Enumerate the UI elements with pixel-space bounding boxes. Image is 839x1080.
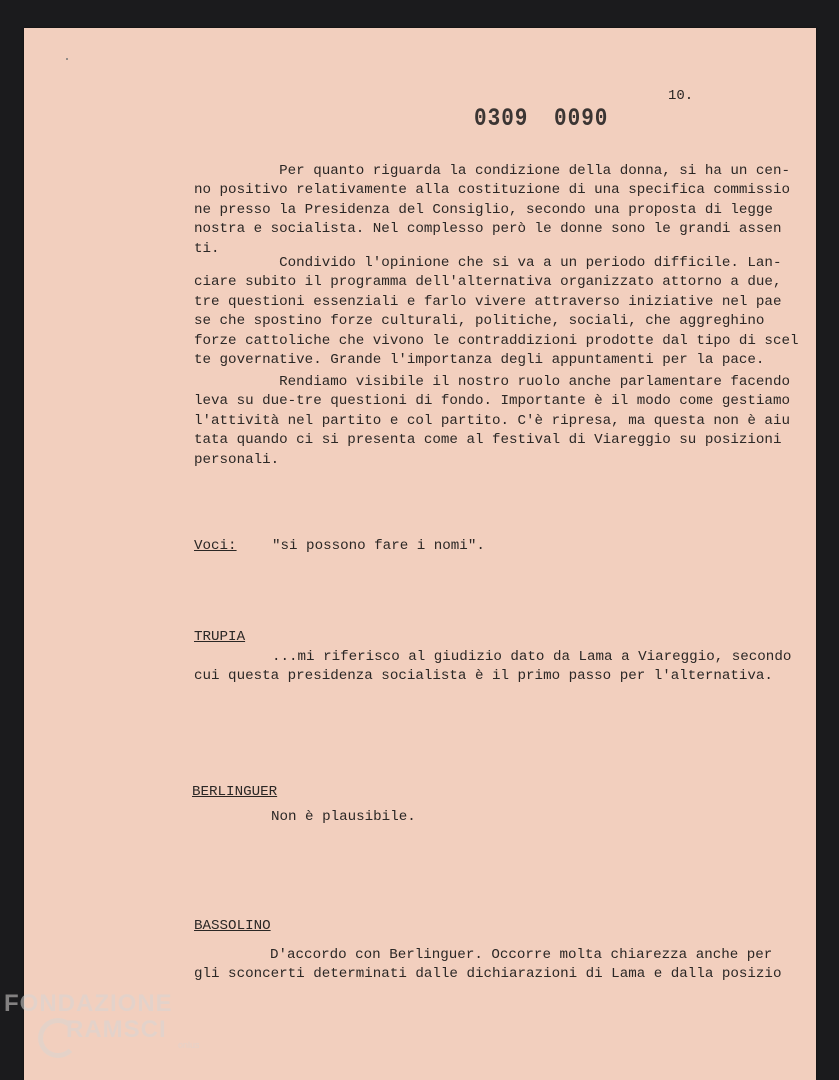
archive-stamp-right: 0090 — [554, 105, 609, 134]
archive-stamp-left: 0309 — [474, 105, 529, 134]
watermark-line1: FONDAZIONE — [4, 990, 173, 1017]
speaker-trupia: TRUPIA — [194, 629, 246, 645]
reply-trupia: ...mi riferisco al giudizio dato da Lama a Viareggio, secondo cui questa presidenza socialista è il primo passo per l'alternativa. — [194, 649, 792, 685]
speck — [66, 58, 68, 60]
watermark-logo — [4, 990, 200, 1050]
watermark-onlus: onlus — [178, 1040, 200, 1050]
reply-bassolino: D'accordo con Berlinguer. Occorre molta chiarezza anche per gli sconcerti determinati dalle dichiarazioni di Lama e dalla posizio — [194, 947, 782, 983]
watermark-line2: RAMSCI — [66, 1016, 167, 1043]
paragraph-1: Per quanto riguarda la condizione della donna, si ha un no positivo relativamente alla costituzione di una specifica commissio ne presso la Presidenza del Consiglio, secondo una proposta di legge nostra e socialista. Nel complesso però le donne sono le grandi ti. — [194, 163, 790, 257]
page-number: 10. — [668, 88, 694, 104]
reply-berlinguer: Non è plausibile. — [271, 809, 416, 825]
watermark-g-icon — [38, 1018, 78, 1058]
speaker-bassolino: BASSOLINO — [194, 918, 271, 934]
paragraph-3: Rendiamo visibile il nostro ruolo anche parlamentare leva su due-tre questioni di fondo. Importante è il modo come l'attività nel partito e col partito. C'è ripresa, ma questa non è tata quando ci si presenta come al festival di Viareggio su posizioni personali. — [194, 374, 782, 468]
paragraph-2: Condivido l'opinione che si va a un periodo difficile. ciare subito il programma dell'alternativa organizzato attorno a tre questioni essenziali e farlo vivere attraverso iniziative nel se che spostino forze culturali, politiche, sociali, che aggreghino forze cattoliche che vivono le contraddizioni prodotte dal tipo di te governative. Grande l'importanza degli appuntamenti per la pace. — [194, 255, 765, 369]
reply-voci: "si possono fare i nomi". — [272, 538, 485, 554]
speaker-voci: Voci: — [194, 538, 237, 554]
speaker-berlinguer: BERLINGUER — [192, 784, 278, 800]
